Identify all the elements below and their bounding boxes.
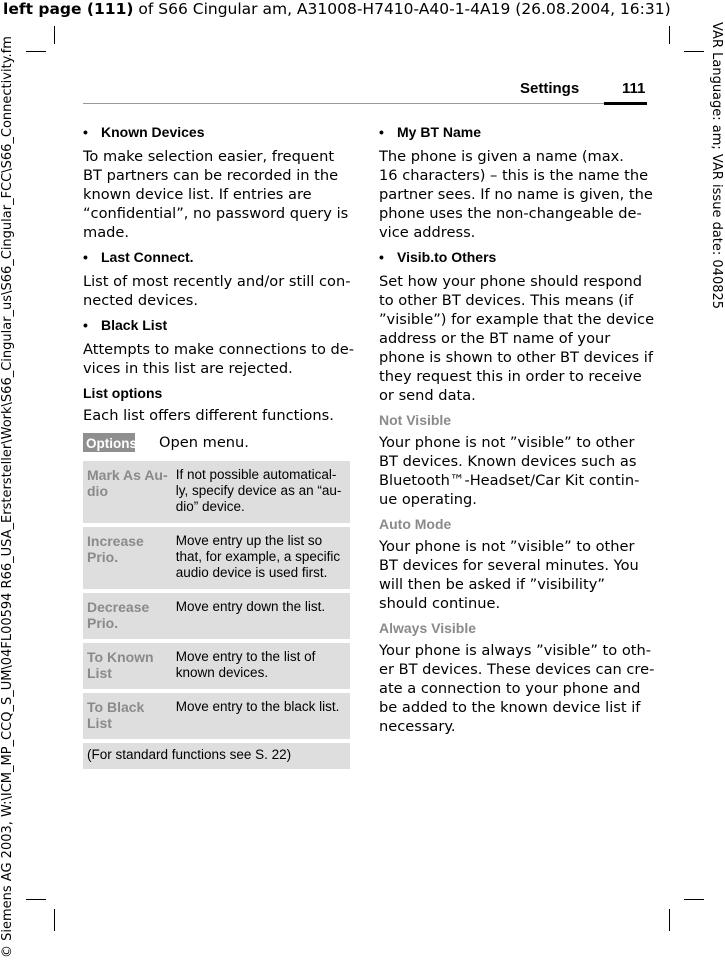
- last-connect-text: List of most recently and/or still con- nected devices.: [83, 273, 351, 309]
- bullet-icon: •: [83, 317, 88, 333]
- print-header: [3, 0, 671, 19]
- crop-mark: [26, 899, 46, 900]
- section-title: Settings: [520, 80, 580, 97]
- option-description: Move entry to the list of known devices.: [172, 643, 350, 689]
- bullet-icon: •: [83, 124, 88, 140]
- auto-mode-heading: Auto Mode: [379, 516, 452, 532]
- list-options-heading: List options: [83, 385, 163, 401]
- table-row: [83, 643, 350, 689]
- print-header-rest: of S66 Cingular am, A31008-H7410-A40-1-4A19 (26.08.2004, 16:31): [133, 0, 671, 18]
- option-name: To Black List: [83, 693, 172, 739]
- visib-others-heading: • Visib.to Others: [379, 249, 497, 265]
- page-number: 111: [622, 80, 646, 97]
- table-row: [83, 693, 350, 739]
- right-margin-text: VAR Language: am; VAR issue date: 040825: [709, 22, 724, 310]
- visib-others-text: Set how your phone should respond to other BT devices. This means (if ”visible”) for example that the device address or the BT name of your phone is shown to other BT devices if they request this in order to receive or send data.: [379, 273, 655, 404]
- header-rule-thick: [604, 102, 647, 105]
- header-rule: [83, 103, 647, 104]
- option-description: Move entry up the list so that, for example, a specific audio device is used first.: [172, 527, 350, 589]
- always-visible-text: Your phone is always ”visible” to oth- er BT devices. These devices can cre- ate a connection to your phone and be added to the known device list if necessary.: [379, 642, 655, 735]
- known-devices-heading: • Known Devices: [83, 124, 205, 140]
- crop-mark: [684, 899, 704, 900]
- print-header-bold: left page (111): [3, 0, 134, 18]
- options-table: [83, 457, 350, 773]
- table-footer-row: [83, 743, 350, 769]
- my-bt-name-heading: • My BT Name: [379, 124, 482, 140]
- left-column: [83, 123, 355, 773]
- crop-mark: [54, 26, 55, 44]
- table-row: [83, 461, 350, 523]
- option-name: Decrease Prio.: [83, 593, 172, 639]
- bullet-icon: •: [83, 249, 88, 265]
- crop-mark: [26, 51, 46, 52]
- last-connect-heading: • Last Connect.: [83, 249, 194, 265]
- always-visible-heading: Always Visible: [379, 620, 477, 636]
- auto-mode-text: Your phone is not ”visible” to other BT devices for several minutes. You will then be asked if ”visibility” should continue.: [379, 538, 639, 612]
- option-name: Mark As Au- dio: [83, 461, 172, 523]
- list-options-intro: Each list offers different functions.: [83, 407, 334, 424]
- known-devices-text: To make selection easier, frequent BT partners can be recorded in the known device list. If entries are “confidential”, no password query is made.: [83, 148, 349, 241]
- left-margin-text: © Siemens AG 2003, W:\ICM_MP_CCQ_S_UM\04FL00594 R66_USA_Erstersteller\Work\S66_Cingular_us\S66_Cingular_FCC\S66_Connectivity.fm: [0, 36, 15, 958]
- option-description: Move entry to the black list.: [172, 693, 350, 739]
- bullet-icon: •: [379, 124, 384, 140]
- my-bt-name-text: The phone is given a name (max. 16 characters) – this is the name the partner sees. If no name is given, the phone uses the non-changeable de- vice address.: [379, 148, 653, 241]
- options-row: [83, 431, 351, 453]
- not-visible-heading: Not Visible: [379, 412, 452, 428]
- option-description: If not possible automatical- ly, specify device as an “au- dio” device.: [172, 461, 350, 523]
- bullet-icon: •: [379, 249, 384, 265]
- not-visible-text: Your phone is not ”visible” to other BT devices. Known devices such as Bluetooth™-Headset/Car Kit contin- ue operating.: [379, 434, 640, 508]
- right-column: [379, 123, 655, 742]
- table-row: [83, 593, 350, 639]
- crop-mark: [684, 51, 704, 52]
- options-softkey: Options: [83, 433, 135, 452]
- crop-mark: [669, 909, 670, 931]
- standard-functions-note: (For standard functions see S. 22): [83, 743, 350, 769]
- options-description: Open menu.: [159, 433, 249, 451]
- option-description: Move entry down the list.: [172, 593, 350, 639]
- black-list-heading: • Black List: [83, 317, 168, 333]
- crop-mark: [54, 909, 55, 931]
- option-name: To Known List: [83, 643, 172, 689]
- option-name: Increase Prio.: [83, 527, 172, 589]
- crop-mark: [669, 26, 670, 44]
- table-row: [83, 527, 350, 589]
- black-list-text: Attempts to make connections to de- vices in this list are rejected.: [83, 341, 355, 377]
